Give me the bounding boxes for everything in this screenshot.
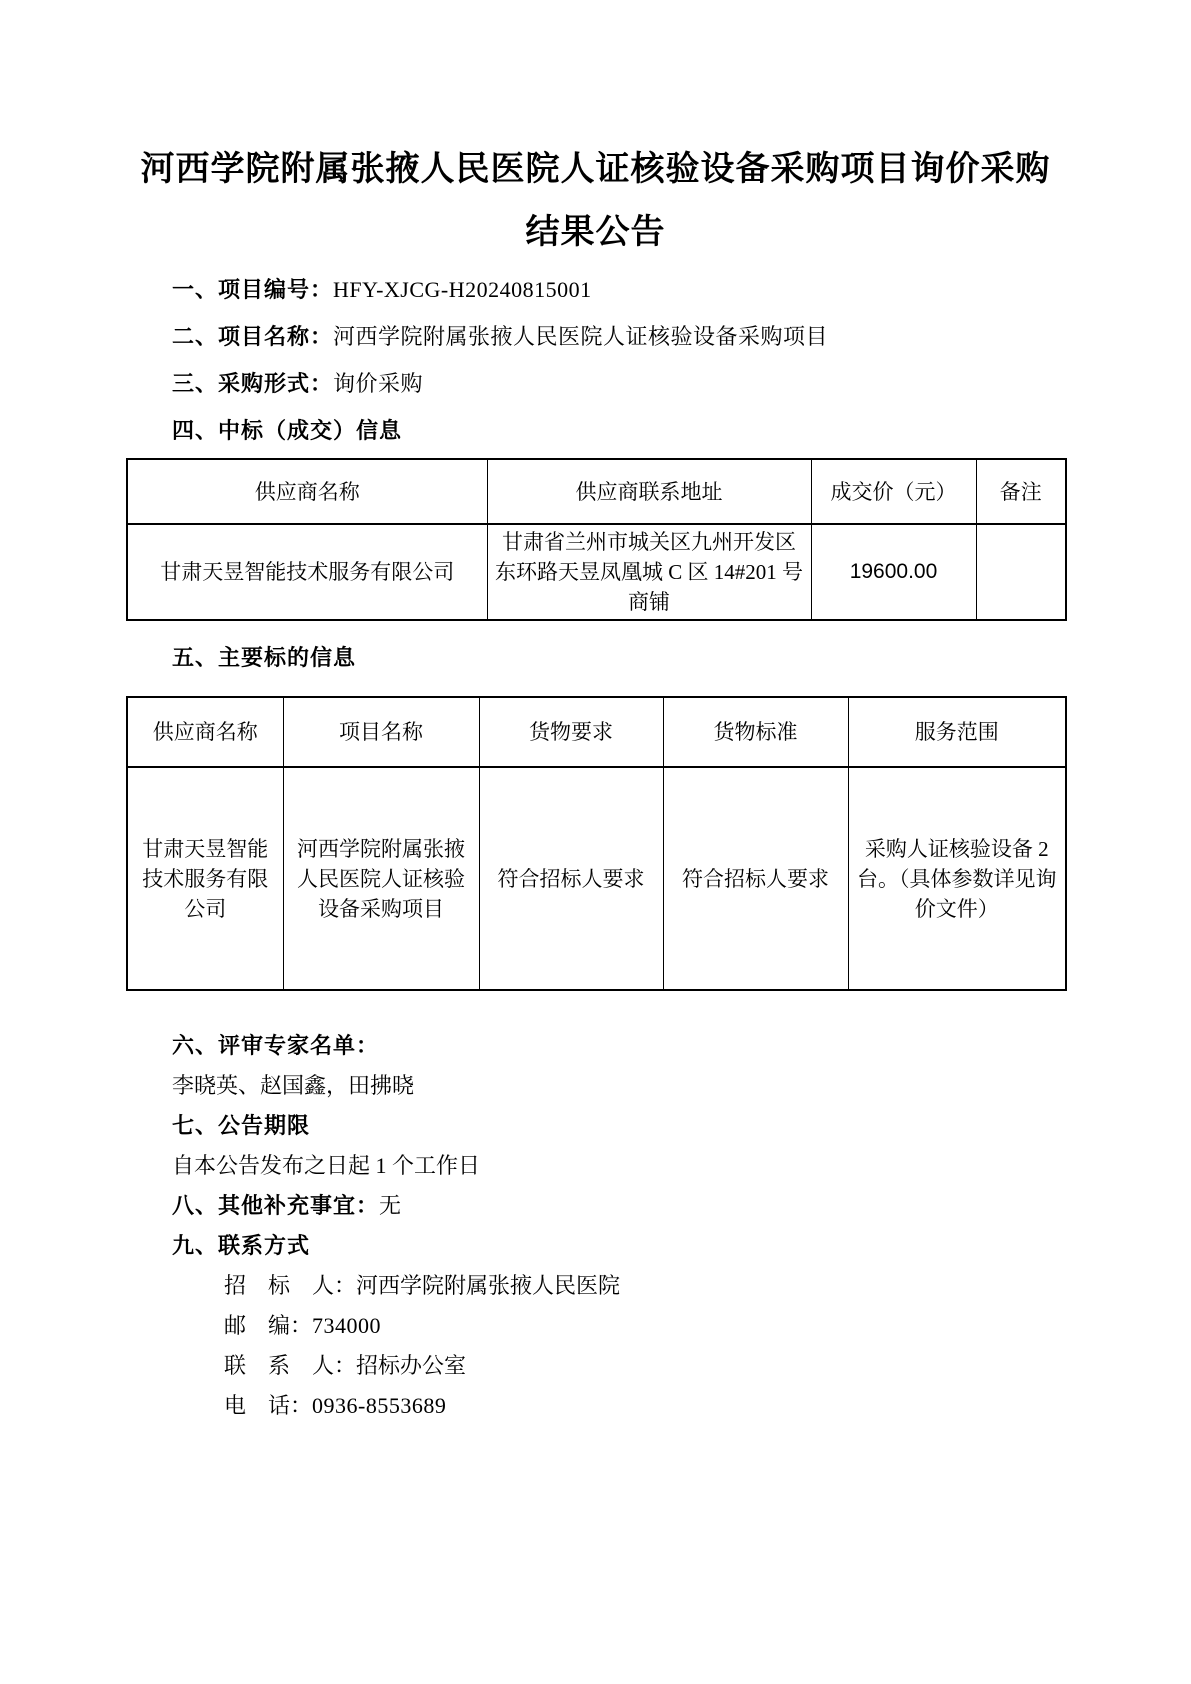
section9-heading [172,1226,1065,1266]
announcement-period: 自本公告发布之日起 1 个工作日 [172,1153,481,1178]
goods-standard-cell: 符合招标人要求 [663,767,848,990]
section6-heading [172,1026,1065,1066]
section8-line [172,1186,1065,1226]
header-service-scope: 服务范围 [848,697,1066,767]
expert-list: 李晓英、赵国鑫，田拂晓 [172,1073,415,1098]
section9-heading-text: 九、联系方式 [172,1233,311,1258]
section7-heading [172,1106,1065,1146]
contact-postcode-label: 邮 编： [224,1313,313,1338]
remark-cell [976,524,1066,620]
header-supplier-address: 供应商联系地址 [487,459,811,524]
supplier-name-cell: 甘肃天昱智能技术服务有限公司 [127,767,283,990]
goods-requirement-cell: 符合招标人要求 [479,767,663,990]
header-deal-price: 成交价（元） [811,459,976,524]
award-info-table [126,458,1067,621]
header-supplier-name: 供应商名称 [127,459,487,524]
section8-label: 八、其他补充事宜： [172,1193,380,1218]
contact-person [224,1346,1065,1386]
meta-items [126,270,1065,451]
header-goods-standard: 货物标准 [663,697,848,767]
meta-item-procurement-form [172,364,1065,404]
subject-matter-table-head [127,697,1066,767]
project-number-label: 一、项目编号： [172,277,334,302]
contact-phone-label: 电 话： [224,1393,313,1418]
contact-postcode [224,1306,1065,1346]
section5-heading [172,638,1065,678]
award-info-table-body [127,524,1066,620]
document-title-line1: 河西学院附属张掖人民医院人证核验设备采购项目询价采购 [140,151,1051,188]
header-remark: 备注 [976,459,1066,524]
project-name-cell: 河西学院附属张掖人民医院人证核验设备采购项目 [283,767,479,990]
contact-phone [224,1386,1065,1426]
contact-phone-value: 0936-8553689 [312,1393,447,1418]
meta-item-project-number [172,270,1065,310]
project-number-value: HFY-XJCG-H20240815001 [333,277,592,302]
meta-item-project-name [172,317,1065,357]
section4-heading [172,411,1065,451]
contact-tenderer-value: 河西学院附属张掖人民医院 [356,1273,621,1298]
supplier-name-cell: 甘肃天昱智能技术服务有限公司 [127,524,487,620]
award-info-table-head [127,459,1066,524]
project-name-value: 河西学院附属张掖人民医院人证核验设备采购项目 [333,324,829,349]
subject-matter-table-body [127,767,1066,990]
contact-person-value: 招标办公室 [356,1353,467,1378]
service-scope-cell: 采购人证核验设备 2 台。（具体参数详见询价文件） [848,767,1066,990]
table-row [127,767,1066,990]
contact-person-label: 联 系 人： [224,1353,357,1378]
section6-heading-text: 六、评审专家名单： [172,1033,380,1058]
table-row [127,524,1066,620]
document-title-line2: 结果公告 [525,214,666,251]
section5-heading-text: 五、主要标的信息 [172,645,357,670]
deal-price-cell: 19600.00 [811,524,976,620]
procurement-form-value: 询价采购 [333,371,424,396]
section8-value: 无 [379,1193,402,1218]
supplier-address-cell: 甘肃省兰州市城关区九州开发区东环路天昱凤凰城 C 区 14#201 号商铺 [487,524,811,620]
project-name-label: 二、项目名称： [172,324,334,349]
contact-tenderer-label: 招 标 人： [224,1273,357,1298]
contact-postcode-value: 734000 [312,1313,382,1338]
table-header-row [127,697,1066,767]
contact-tenderer [224,1266,1065,1306]
section7-heading-text: 七、公告期限 [172,1113,311,1138]
lower-sections [126,1026,1065,1426]
section4-heading-text: 四、中标（成交）信息 [172,418,403,443]
table-header-row [127,459,1066,524]
subject-matter-table [126,696,1067,991]
header-goods-requirement: 货物要求 [479,697,663,767]
procurement-form-label: 三、采购形式： [172,371,334,396]
header-supplier-name: 供应商名称 [127,697,283,767]
header-project-name: 项目名称 [283,697,479,767]
